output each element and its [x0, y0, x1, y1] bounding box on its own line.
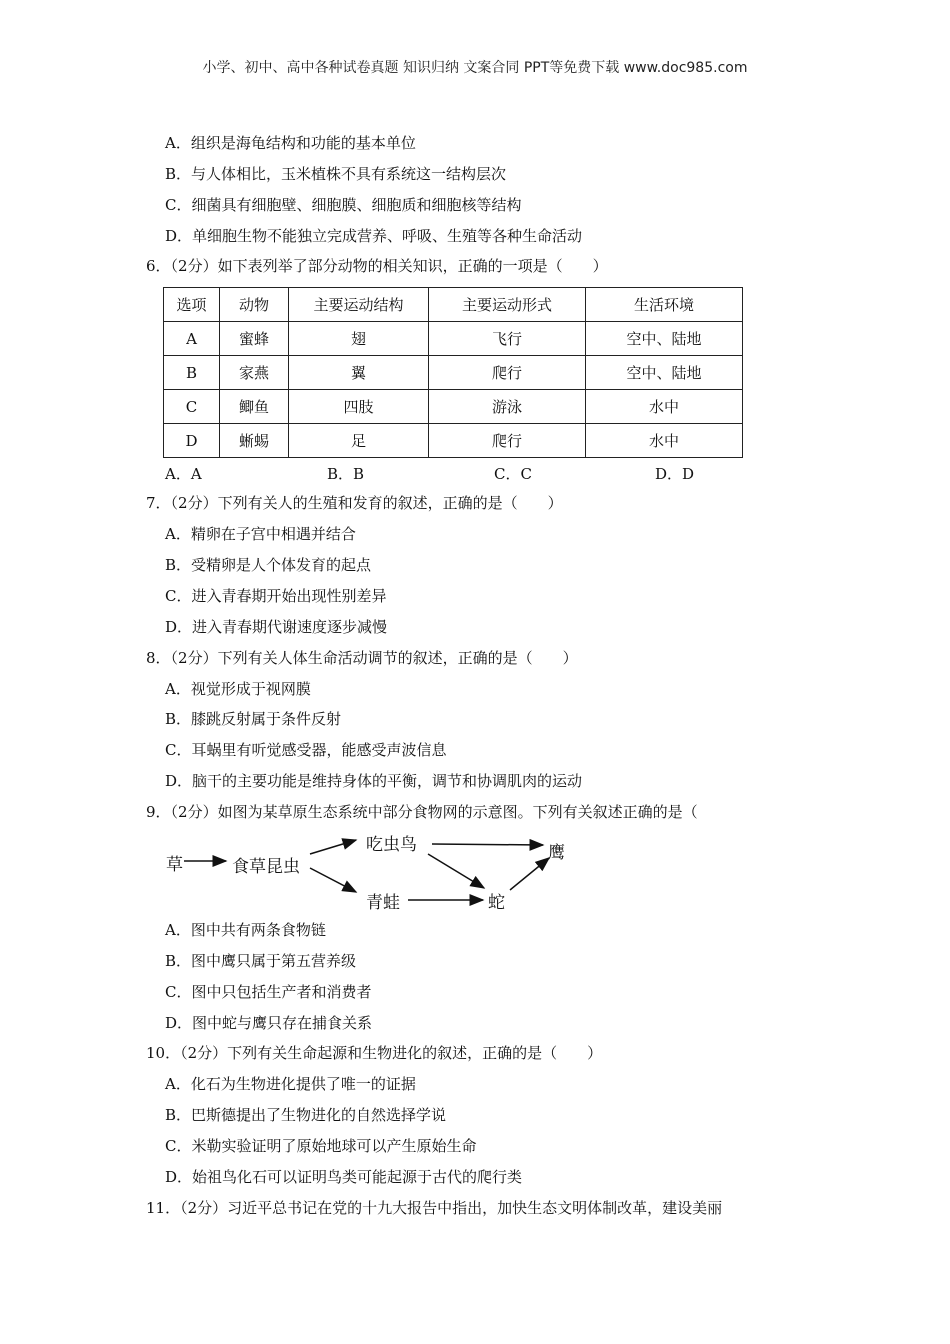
node-insectivorous-bird: 吃虫鸟: [366, 835, 417, 855]
table-row: [164, 424, 743, 458]
q8-option-b: B．膝跳反射属于条件反射: [165, 710, 342, 728]
q8-stem: 8．（2分）下列有关人体生命活动调节的叙述，正确的是（ ）: [146, 649, 578, 667]
node-frog: 青蛙: [366, 893, 400, 913]
table-cell: 蜥蜴: [220, 424, 289, 458]
q9-option-b: B．图中鹰只属于第五营养级: [165, 952, 357, 970]
table-cell: 空中、陆地: [586, 322, 743, 356]
table-header-cell: 主要运动结构: [289, 288, 429, 322]
q5-option-b: B．与人体相比，玉米植株不具有系统这一结构层次: [165, 165, 507, 183]
node-eagle: 鹰: [548, 843, 565, 863]
arrow-bird-to-eagle: [432, 844, 543, 845]
q6-options: [165, 463, 725, 483]
table-header-row: [164, 288, 743, 322]
table-header-cell: 选项: [164, 288, 220, 322]
q6-option-d: D．D: [655, 465, 695, 483]
table-row: [164, 390, 743, 424]
page-header: 小学、初中、高中各种试卷真题 知识归纳 文案合同 PPT等免费下载 www.doc985.com: [202, 60, 748, 76]
table-cell: 翼: [289, 356, 429, 390]
node-snake: 蛇: [488, 893, 505, 913]
table-cell: 家燕: [220, 356, 289, 390]
table-cell: 游泳: [429, 390, 586, 424]
arrow-insect-to-bird: [310, 840, 356, 854]
q10-option-d: D．始祖鸟化石可以证明鸟类可能起源于古代的爬行类: [165, 1168, 523, 1186]
node-herbivorous-insect: 食草昆虫: [232, 857, 300, 877]
q10-option-b: B．巴斯德提出了生物进化的自然选择学说: [165, 1106, 447, 1124]
table-cell: 爬行: [429, 424, 586, 458]
q6-option-c: C．C: [494, 465, 532, 483]
table-cell: 鲫鱼: [220, 390, 289, 424]
q5-option-d: D．单细胞生物不能独立完成营养、呼吸、生殖等各种生命活动: [165, 227, 583, 245]
q9-option-d: D．图中蛇与鹰只存在捕食关系: [165, 1014, 373, 1032]
food-web-diagram: [160, 828, 580, 916]
q7-stem: 7．（2分）下列有关人的生殖和发育的叙述，正确的是（ ）: [146, 494, 563, 512]
table-header-cell: 主要运动形式: [429, 288, 586, 322]
q8-option-d: D．脑干的主要功能是维持身体的平衡，调节和协调肌肉的运动: [165, 772, 583, 790]
table-cell: 水中: [586, 390, 743, 424]
q10-stem: 10．（2分）下列有关生命起源和生物进化的叙述，正确的是（ ）: [146, 1044, 603, 1062]
q6-table: [163, 287, 743, 458]
table-cell: 水中: [586, 424, 743, 458]
q9-option-a: A．图中共有两条食物链: [165, 921, 326, 939]
arrow-snake-to-eagle: [510, 858, 549, 890]
table-cell: 爬行: [429, 356, 586, 390]
q7-option-d: D．进入青春期代谢速度逐步减慢: [165, 618, 388, 636]
q10-option-a: A．化石为生物进化提供了唯一的证据: [165, 1075, 416, 1093]
q8-option-a: A．视觉形成于视网膜: [165, 680, 311, 698]
q7-option-b: B．受精卵是人个体发育的起点: [165, 556, 372, 574]
q7-option-c: C．进入青春期开始出现性别差异: [165, 587, 387, 605]
table-row: [164, 322, 743, 356]
table-cell: 飞行: [429, 322, 586, 356]
table-cell: A: [164, 322, 220, 356]
table-cell: B: [164, 356, 220, 390]
table-cell: 翅: [289, 322, 429, 356]
q9-stem: 9．（2分）如图为某草原生态系统中部分食物网的示意图。下列有关叙述正确的是（: [146, 803, 698, 821]
q9-option-c: C．图中只包括生产者和消费者: [165, 983, 372, 1001]
arrow-insect-to-frog: [310, 868, 356, 892]
arrow-bird-to-snake: [428, 854, 484, 888]
table-header-cell: 动物: [220, 288, 289, 322]
q5-option-a: A．组织是海龟结构和功能的基本单位: [165, 134, 416, 152]
q8-option-c: C．耳蜗里有听觉感受器，能感受声波信息: [165, 741, 447, 759]
table-cell: C: [164, 390, 220, 424]
table-cell: 空中、陆地: [586, 356, 743, 390]
table-row: [164, 356, 743, 390]
table-header-cell: 生活环境: [586, 288, 743, 322]
q11-stem: 11．（2分）习近平总书记在党的十九大报告中指出，加快生态文明体制改革，建设美丽: [146, 1199, 723, 1217]
q10-option-c: C．米勒实验证明了原始地球可以产生原始生命: [165, 1137, 477, 1155]
table-cell: D: [164, 424, 220, 458]
q6-option-b: B．B: [327, 465, 365, 483]
q7-option-a: A．精卵在子宫中相遇并结合: [165, 525, 356, 543]
table-cell: 蜜蜂: [220, 322, 289, 356]
q6-stem: 6．（2分）如下表列举了部分动物的相关知识，正确的一项是（ ）: [146, 257, 608, 275]
table-cell: 四肢: [289, 390, 429, 424]
q6-option-a: A．A: [165, 465, 202, 483]
table-cell: 足: [289, 424, 429, 458]
node-grass: 草: [166, 855, 183, 875]
q5-option-c: C．细菌具有细胞壁、细胞膜、细胞质和细胞核等结构: [165, 196, 522, 214]
